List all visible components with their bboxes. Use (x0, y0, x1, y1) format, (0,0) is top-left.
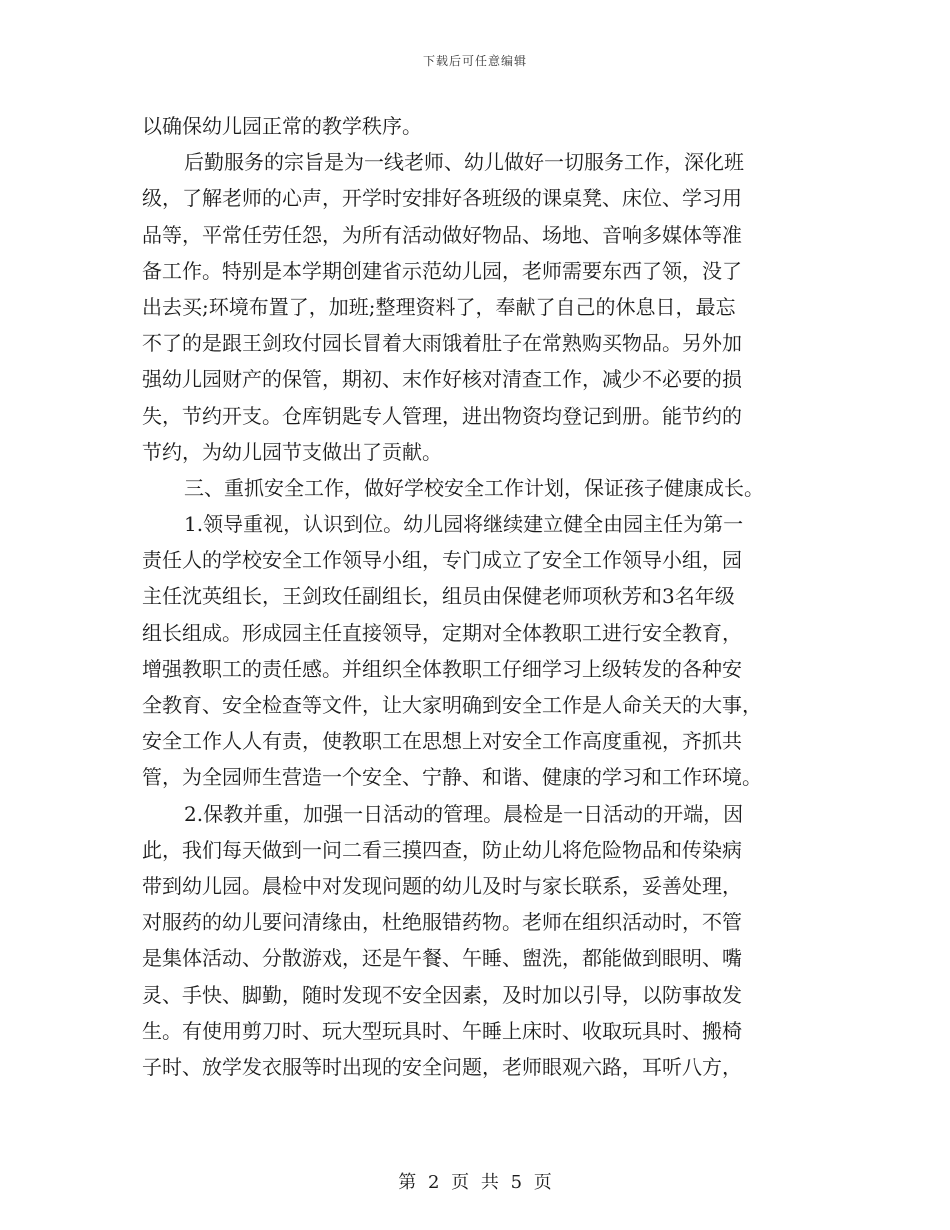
text-line-24: 是集体活动、分散游戏，还是午餐、午睡、盥洗，都能做到眼明、嘴 (142, 946, 742, 971)
text-line-16: 增强教职工的责任感。并组织全体教职工仔细学习上级转发的各种安 (142, 656, 742, 681)
text-line-25: 灵、手快、脚勤，随时发现不安全因素，及时加以引导，以防事故发 (142, 982, 742, 1007)
text-line-21: 此，我们每天做到一问二看三摸四查，防止幼儿将危险物品和传染病 (142, 837, 742, 862)
text-line-27: 子时、放学发衣服等时出现的安全问题，老师眼观六路，耳听八方， (142, 1054, 742, 1079)
text-line-14: 主任沈英组长，王剑玫任副组长，组员由保健老师项秋芳和3名年级 (142, 584, 735, 609)
text-line-22: 带到幼儿园。晨检中对发现问题的幼儿及时与家长联系，妥善处理， (142, 873, 742, 898)
text-line-20: 2.保教并重，加强一日活动的管理。晨检是一日活动的开端，因 (184, 801, 744, 826)
text-line-12: 1.领导重视，认识到位。幼儿园将继续建立健全由园主任为第一 (184, 512, 744, 537)
text-line-19: 管，为全园师生营造一个安全、宁静、和谐、健康的学习和工作环境。 (142, 765, 762, 790)
text-line-2: 后勤服务的宗旨是为一线老师、幼儿做好一切服务工作，深化班 (184, 150, 744, 175)
body-paragraphs (142, 108, 810, 1085)
text-line-18: 安全工作人人有责，使教职工在思想上对安全工作高度重视，齐抓共 (142, 729, 742, 754)
text-line-7: 不了的是跟王剑玫付园长冒着大雨饿着肚子在常熟购买物品。另外加 (142, 331, 742, 356)
text-line-8: 强幼儿园财产的保管，期初、末作好核对清查工作，减少不必要的损 (142, 367, 742, 392)
text-line-15: 组长组成。形成园主任直接领导，定期对全体教职工进行安全教育， (142, 620, 742, 645)
text-line-26: 生。有使用剪刀时、玩大型玩具时、午睡上床时、收取玩具时、搬椅 (142, 1018, 742, 1043)
section-heading-3: 三、重抓安全工作，做好学校安全工作计划，保证孩子健康成长。 (184, 475, 764, 500)
text-line-23: 对服药的幼儿要问清缘由，杜绝服错药物。老师在组织活动时，不管 (142, 910, 742, 935)
text-line-17: 全教育、安全检查等文件，让大家明确到安全工作是人命关天的大事， (142, 693, 762, 717)
text-line-5: 备工作。特别是本学期创建省示范幼儿园，老师需要东西了领，没了 (142, 258, 742, 283)
text-line-4: 品等，平常任劳任怨，为所有活动做好物品、场地、音响多媒体等准 (142, 222, 742, 247)
text-line-6: 出去买;环境布置了，加班;整理资料了，奉献了自己的休息日，最忘 (142, 294, 736, 319)
text-line-3: 级，了解老师的心声，开学时安排好各班级的课桌凳、床位、学习用 (142, 186, 742, 211)
document-body (142, 108, 810, 1085)
text-line-13: 责任人的学校安全工作领导小组，专门成立了安全工作领导小组，园 (142, 548, 742, 573)
page-header: 下载后可任意编辑 (422, 54, 527, 68)
text-line-1: 以确保幼儿园正常的教学秩序。 (142, 114, 422, 138)
text-line-9: 失，节约开支。仓库钥匙专人管理，进出物资均登记到册。能节约的 (142, 403, 742, 428)
text-line-10: 节约，为幼儿园节支做出了贡献。 (142, 439, 442, 464)
page-footer: 第 2 页 共 5 页 (398, 1172, 552, 1193)
